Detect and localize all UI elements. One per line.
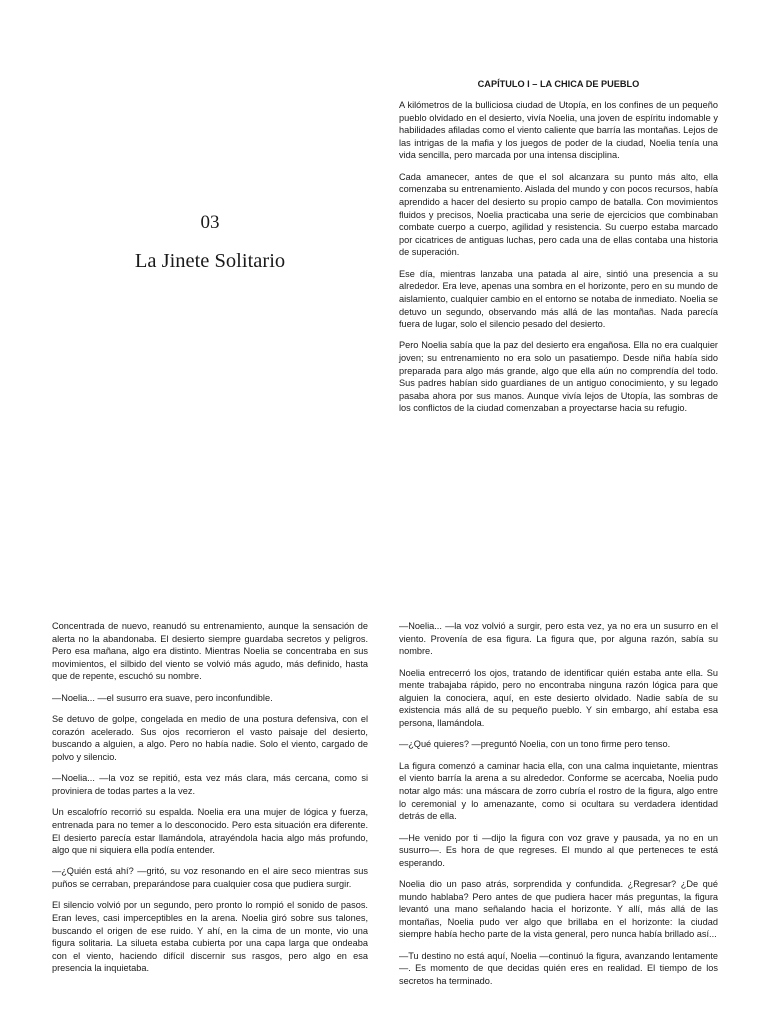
text-column-top-right — [399, 99, 718, 424]
paragraph: —¿Quién está ahí? —gritó, su voz resonando en el aire seco mientras sus puños se cerraban, preparándose para cualquier cosa que pudiera surgir. — [52, 866, 368, 890]
paragraph: Noelia dio un paso atrás, sorprendida y confundida. ¿Regresar? ¿De qué mundo hablaba? Pero antes de que pudiera hacer más preguntas, la figura levantó una mano señalando hacia el horizonte. Y allí, más allá de las montañas, Noelia pudo ver algo que brillaba en el horizonte: la ciudad siempre había hecho parte de la vista general, pero nunca había brillado así... — [399, 879, 718, 940]
paragraph: —Noelia... —la voz volvió a surgir, pero esta vez, ya no era un susurro en el viento. Provenía de esa figura. La figura que, por alguna razón, sabía su nombre. — [399, 621, 718, 657]
chapter-number: 03 — [200, 212, 220, 233]
text-column-bottom-left — [52, 620, 368, 984]
paragraph: Cada amanecer, antes de que el sol alcanzara su punto más alto, ella comenzaba su entrenamiento. Aislada del mundo y con pocos recursos, había aprendido a hacer del desierto su propio campo de batalla. Con movimientos fluidos y precisos, Noelia practicaba una serie de ejercicios que combinaban combate cuerpo a cuerpo, agilidad y resistencia. Su cuerpo estaba marcado por cicatrices de antiguas luchas, pero cada una de ellas contaba una historia de superación. — [399, 171, 718, 258]
paragraph: A kilómetros de la bulliciosa ciudad de Utopía, en los confines de un pequeño pueblo olvidado en el desierto, vivía Noelia, una joven de espíritu indomable y habilidades afiladas como el viento caliente que barría las montañas. Lejos de las intrigas de la mafia y los juegos de poder de la ciudad, Noelia tenía una vida sencilla, pero marcada por una intensa disciplina. — [399, 100, 718, 161]
paragraph: —Tu destino no está aquí, Noelia —continuó la figura, avanzando lentamente—. Es momento de que decidas quién eres en realidad. El tiempo de los secretos ha terminado. — [399, 950, 718, 987]
chapter-heading: CAPÍTULO I – LA CHICA DE PUEBLO — [477, 79, 640, 89]
paragraph: La figura comenzó a caminar hacia ella, con una calma inquietante, mientras el viento barría la arena a su alrededor. Conforme se acercaba, Noelia pudo notar algo más: una máscara de zorro cubría el rostro de la figura, algo entre lo ceremonial y lo amenazante, como si ocultara su verdadera identidad detrás de ella. — [399, 760, 718, 822]
text-column-bottom-right — [399, 620, 718, 996]
paragraph: —¿Qué quieres? —preguntó Noelia, con un tono firme pero tenso. — [399, 739, 671, 750]
paragraph: —He venido por ti —dijo la figura con voz grave y pausada, ya no en un susurro—. Es hora de que regreses. El mundo al que perteneces te está esperando. — [399, 832, 718, 868]
paragraph: Se detuvo de golpe, congelada en medio de una postura defensiva, con el corazón acelerado. Sus ojos recorrieron el vasto paisaje del desierto, buscando a alguien, a algo. Pero no había nadie. Solo el viento, cargado de polvo y silencio. — [52, 714, 368, 762]
paragraph: —Noelia... —la voz se repitió, esta vez más clara, más cercana, como si proviniera de todas partes a la vez. — [52, 773, 368, 796]
paragraph: Ese día, mientras lanzaba una patada al aire, sintió una presencia a su alrededor. Era leve, apenas una sombra en el horizonte, pero en su mundo de aislamiento, cualquier cambio en el entorno se notaba de inmediato. Noelia se detuvo un segundo, observando más allá de las montañas. Nada parecía fuera de lugar, solo el silencio pesado del desierto. — [399, 268, 718, 330]
chapter-title: La Jinete Solitario — [134, 250, 286, 272]
paragraph: Noelia entrecerró los ojos, tratando de identificar quién estaba ante ella. Su mente trabajaba rápido, pero no encontraba ninguna razón lógica para que alguien la conociera, aquí, en este desierto olvidado. Nadie sabía de su existencia más allá de su pequeño pueblo. Y sin embargo, ahí estaba esa persona, llamándola. — [399, 667, 718, 728]
paragraph: El silencio volvió por un segundo, pero pronto lo rompió el sonido de pasos. Eran leves, casi imperceptibles en la arena. Noelia giró sobre sus talones, buscando el origen de ese ruido. Y ahí, en la cima de un monte, vio una figura solitaria. La silueta estaba cubierta por una capa larga que ondeaba con el viento, haciendo difícil discernir sus rasgos, pero algo en esa presencia la inquietaba. — [52, 900, 368, 974]
paragraph: Concentrada de nuevo, reanudó su entrenamiento, aunque la sensación de alerta no la abandonaba. El desierto siempre guardaba secretos y peligros. Pero esa mañana, algo era distinto. Mientras Noelia se concentraba en sus movimientos, el silbido del viento se volvió más agudo, más definido, hasta que de repente, escuchó su nombre. — [52, 621, 368, 682]
paragraph: Pero Noelia sabía que la paz del desierto era engañosa. Ella no era cualquier joven; su entrenamiento no era solo un pasatiempo. Desde niña había sido preparada para algo más grande, algo que ella aún no comprendía del todo. Sus padres habían sido guardianes de un antiguo conocimiento, y su legado pasaba ahora por sus manos. Aunque vivía lejos de Utopía, las sombras de los conflictos de la ciudad comenzaban a proyectarse hacia su refugio. — [399, 340, 718, 414]
paragraph: —Noelia... —el susurro era suave, pero inconfundible. — [52, 692, 273, 703]
paragraph: Un escalofrío recorrió su espalda. Noelia era una mujer de lógica y fuerza, entrenada para no temer a lo desconocido. Pero esta situación era diferente. El desierto parecía estar llamándola, atrayéndola hacia algo más profundo, algo que ni siquiera ella podía entender. — [52, 807, 368, 856]
